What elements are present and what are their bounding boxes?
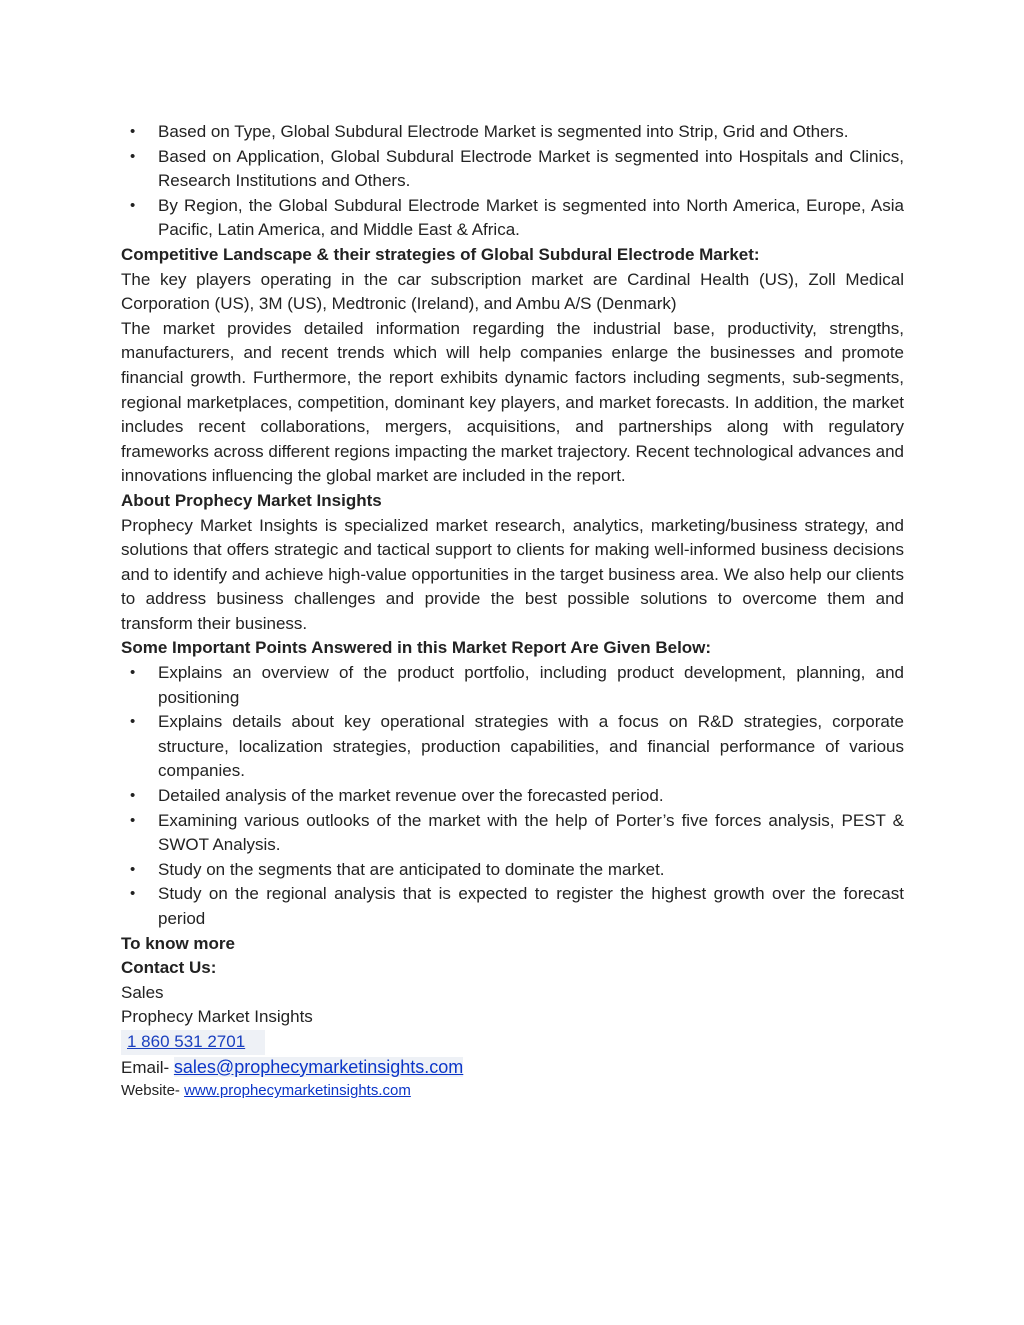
bullet-icon: • xyxy=(130,147,136,165)
list-item: • Study on the regional analysis that is expected to register the highest growth over the forecast period xyxy=(130,884,904,928)
phone-link[interactable]: 1 860 531 2701 xyxy=(121,1030,265,1055)
contact-company: Prophecy Market Insights xyxy=(121,1007,313,1027)
market-details-paragraph: The market provides detailed information regarding the industrial base, productivity, strengths, manufacturers, and recent trends which will help companies enlarge the businesses and promote financial growth. Furthermore, the report exhibits dynamic factors including segments, sub-segments, regional marketplaces, competition, dominant key players, and market forecasts. In addition, the market includes recent collaborations, mergers, acquisitions, and partnerships along with regulatory frameworks across different regions impacting the market trajectory. Recent technological advances and innovations influencing the global market are included in the report. xyxy=(121,318,904,486)
website-row xyxy=(121,1080,904,1102)
website-link[interactable]: www.prophecymarketinsights.com xyxy=(184,1082,411,1100)
bullet-icon: • xyxy=(130,664,136,682)
email-link[interactable]: sales@prophecymarketinsights.com xyxy=(173,1056,464,1077)
bullet-icon: • xyxy=(130,713,136,731)
email-label: Email- xyxy=(121,1057,174,1077)
bullet-icon: • xyxy=(130,123,136,140)
bullet-icon: • xyxy=(130,811,136,829)
points-heading: Some Important Points Answered in this Market Report Are Given Below: xyxy=(121,638,712,658)
know-more-heading: To know more xyxy=(121,933,235,953)
bullet-icon: • xyxy=(130,860,136,878)
list-item: • Detailed analysis of the market revenue over the forecasted period. xyxy=(121,784,904,809)
list-item: • Based on Type, Global Subdural Electrode Market is segmented into Strip, Grid and Others. xyxy=(121,120,904,145)
key-players-paragraph: The key players operating in the car subscription market are Cardinal Health (US), Zoll Medical Corporation (US), 3M (US), Medtronic (Ireland), and Ambu A/S (Denmark) xyxy=(121,269,904,314)
document-body xyxy=(121,120,904,1102)
about-paragraph: Prophecy Market Insights is specialized market research, analytics, marketing/business strategy, and solutions that offers strategic and tactical support to clients for making well-informed business decisions and to identify and achieve high-value opportunities in the target business area. We also help our clients to address business challenges and provide the best possible solutions to overcome them and transform their business. xyxy=(121,515,904,633)
contact-department: Sales xyxy=(121,982,164,1002)
bullet-icon: • xyxy=(130,885,136,903)
list-item: • Based on Application, Global Subdural Electrode Market is segmented into Hospitals and Clinics, Research Institutions and Others. xyxy=(130,146,904,191)
list-item: • By Region, the Global Subdural Electrode Market is segmented into North America, Europe, Asia Pacific, Latin America, and Middle East & Africa. xyxy=(130,195,904,240)
list-item: • Examining various outlooks of the market with the help of Porter’s five forces analysis, PEST & SWOT Analysis. xyxy=(130,810,904,855)
competitive-heading: Competitive Landscape & their strategies of Global Subdural Electrode Market: xyxy=(121,244,760,264)
email-row xyxy=(121,1055,904,1081)
about-heading: About Prophecy Market Insights xyxy=(121,490,382,510)
bullet-icon: • xyxy=(130,196,136,214)
phone-row xyxy=(121,1030,904,1055)
list-item: • Study on the segments that are anticipated to dominate the market. xyxy=(121,858,904,883)
contact-heading: Contact Us: xyxy=(121,958,217,978)
points-list xyxy=(121,661,904,932)
segmentation-list xyxy=(121,120,904,243)
bullet-icon: • xyxy=(130,787,136,805)
website-label: Website- xyxy=(121,1082,185,1100)
list-item: • Explains an overview of the product portfolio, including product development, planning, and positioning xyxy=(130,663,904,707)
list-item: • Explains details about key operational strategies with a focus on R&D strategies, corporate structure, localization strategies, production capabilities, and financial performance of various companies. xyxy=(130,712,904,781)
